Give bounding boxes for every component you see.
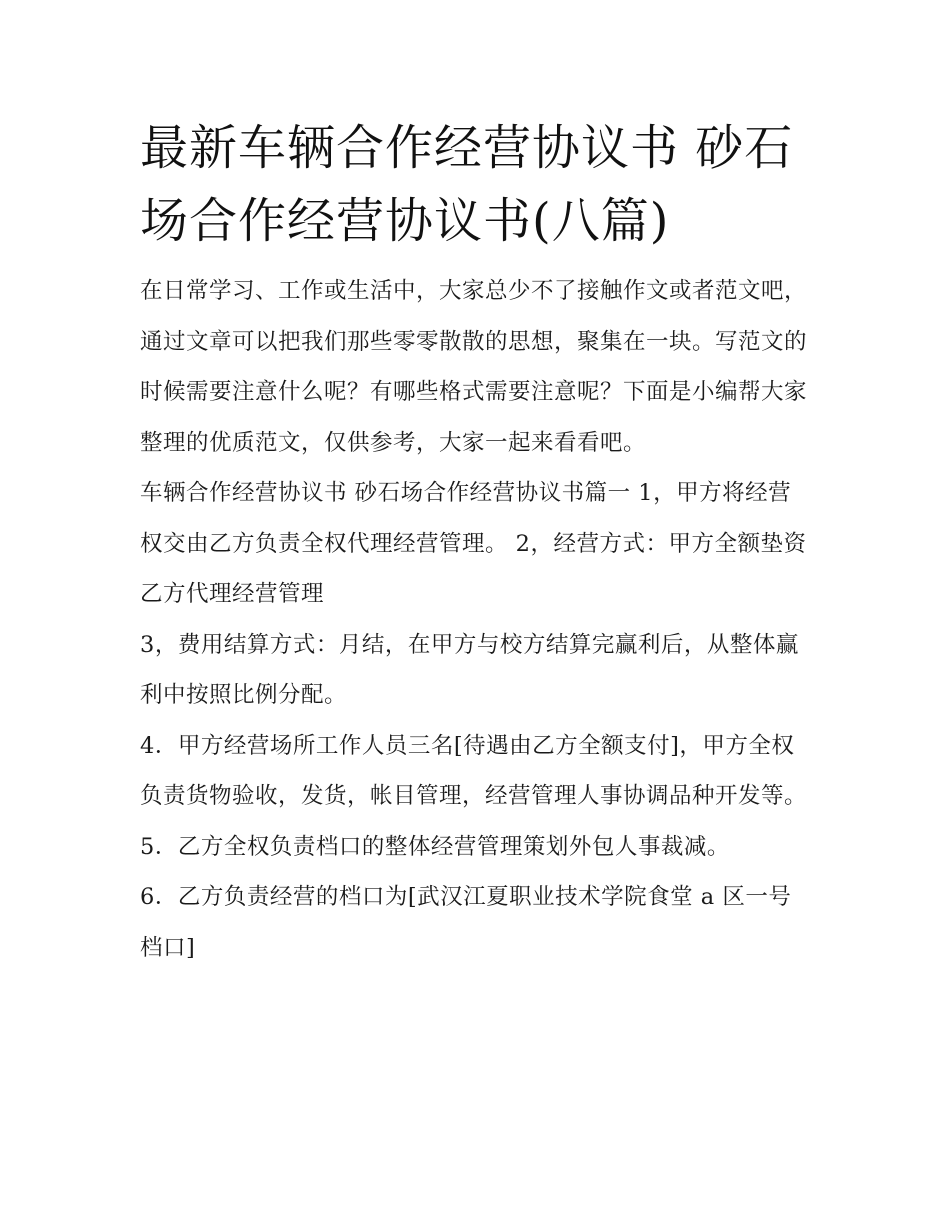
paragraph-clause-3: 3，费用结算方式：月结，在甲方与校方结算完赢利后，从整体赢利中按照比例分配。 — [140, 631, 799, 708]
paragraph-article-1: 车辆合作经营协议书 砂石场合作经营协议书篇一 1，甲方将经营权交由乙方负责全权代理经营管理。 2，经营方式：甲方全额垫资乙方代理经营管理 — [140, 480, 807, 607]
paragraph-clause-4: 4．甲方经营场所工作人员三名[待遇由乙方全额支付]，甲方全权负责货物验收，发货，帐目管理，经营管理人事协调品种开发等。 — [140, 732, 808, 809]
paragraph-clause-5: 5．乙方全权负责档口的整体经营管理策划外包人事裁减。 — [140, 833, 730, 860]
paragraph-intro: 在日常学习、工作或生活中，大家总少不了接触作文或者范文吧，通过文章可以把我们那些零零散散的思想，聚集在一块。写范文的时候需要注意什么呢？有哪些格式需要注意呢？下面是小编帮大家整理的优质范文，仅供参考，大家一起来看看吧。 — [140, 278, 808, 456]
document-title: 最新车辆合作经营协议书 砂石场合作经营协议书(八篇) — [140, 120, 794, 249]
paragraph-clause-6: 6．乙方负责经营的档口为[武汉江夏职业技术学院食堂 a 区一号档口] — [140, 884, 792, 961]
document-body — [140, 266, 812, 973]
